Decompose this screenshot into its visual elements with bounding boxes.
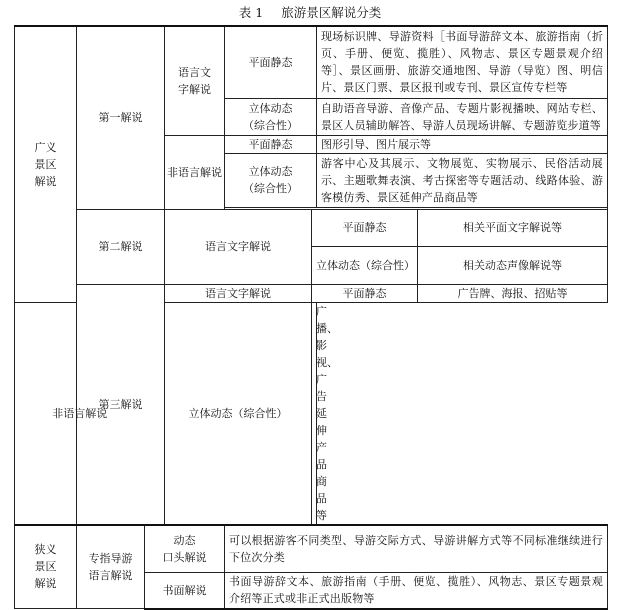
second-kind-label: 语言文字解说 bbox=[165, 209, 312, 284]
guide-verbal-label: 专指导游 语言解说 bbox=[77, 525, 145, 609]
second-type-flat: 平面静态 bbox=[312, 209, 418, 246]
second-content-solid: 相关动态声像解说等 bbox=[418, 246, 608, 284]
nonverbal-interpretation-label: 非语言解说 bbox=[165, 135, 225, 209]
written-content: 书面导游辞文本、旅游指南（手册、便览、揽胜）、风物志、景区专题景观介绍等正式或非正式出版物等 bbox=[225, 573, 608, 609]
table-caption bbox=[0, 3, 620, 23]
flat-static-type: 平面静态 bbox=[225, 135, 317, 153]
third-kind-verbal: 语言文字解说 bbox=[165, 284, 312, 302]
broad-interpretation-label: 广义 景区 解说 bbox=[15, 26, 77, 302]
verbal-flat-content: 现场标识牌、导游资料［书面导游辞文本、旅游指南（折页、手册、便览、揽胜）、风物志、景区专题景观介绍等］、景区画册、旅游交通地图、导游（导览）图、明信片、景区门票、景区报刊或专刊、景区宣传专栏等 bbox=[317, 26, 608, 98]
solid-dynamic-type: 立体动态 （综合性） bbox=[225, 153, 317, 207]
oral-dynamic-type: 动态 口头解说 bbox=[145, 525, 225, 573]
oral-content: 可以根据游客不同类型、导游交际方式、导游讲解方式等不同标准继续进行下位次分类 bbox=[225, 525, 608, 573]
first-interpretation-label: 第一解说 bbox=[77, 26, 165, 209]
third-kind-nonverbal: 非语言解说 bbox=[15, 302, 145, 525]
third-interpretation-label: 第三解说 bbox=[77, 284, 165, 525]
nonverbal-solid-content: 游客中心及其展示、文物展览、实物展示、民俗活动展示、主题歌舞表演、考古探密等专题活动、线路体验、游客模仿秀、景区延伸产品商品等 bbox=[317, 153, 608, 207]
narrow-interpretation-label: 狭义 景区 解说 bbox=[15, 525, 77, 609]
solid-dynamic-type: 立体动态 （综合性） bbox=[225, 98, 317, 135]
flat-static-type: 平面静态 bbox=[225, 26, 317, 98]
second-type-solid: 立体动态（综合性） bbox=[312, 246, 418, 284]
third-content-solid: 广播、影视、 广告延伸产品商品等 bbox=[312, 302, 317, 525]
third-type-flat: 平面静态 bbox=[312, 284, 418, 302]
table-number: 表 1 bbox=[238, 5, 264, 20]
third-content-flat: 广告牌、海报、招贴等 bbox=[418, 284, 608, 302]
third-type-solid: 立体动态（综合性） bbox=[165, 302, 312, 525]
second-content-flat: 相关平面文字解说等 bbox=[418, 209, 608, 246]
verbal-interpretation-label: 语言文 字解说 bbox=[165, 26, 225, 135]
written-type: 书面解说 bbox=[145, 573, 225, 609]
nonverbal-flat-content: 图形引导、图片展示等 bbox=[317, 135, 608, 153]
table-title: 旅游景区解说分类 bbox=[281, 5, 382, 20]
verbal-solid-content: 自助语音导游、音像产品、专题片影视播映、网站专栏、景区人员辅助解答、导游人员现场讲解、专题游览步道等 bbox=[317, 98, 608, 135]
second-interpretation-label: 第二解说 bbox=[77, 209, 165, 284]
classification-table bbox=[14, 25, 608, 610]
